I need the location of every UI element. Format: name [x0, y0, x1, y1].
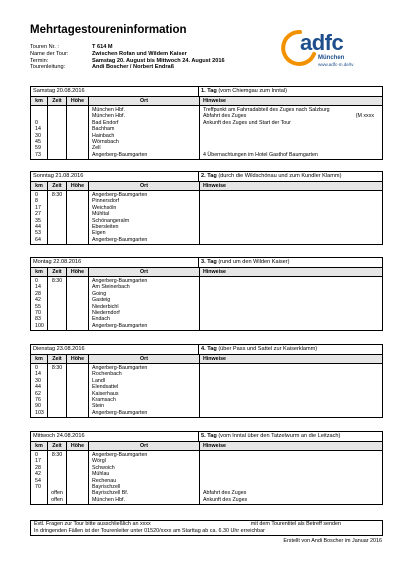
cell-km: 59: [35, 145, 41, 152]
cell-ort: Am Steinerbach: [92, 284, 130, 291]
day-date: Dienstag 23.08.2016: [31, 345, 199, 354]
day-title: [199, 432, 340, 441]
day-route: (vom Inntal über den Tatzelwurm an die Leitzach): [218, 433, 341, 439]
cell-km: 14: [35, 371, 41, 378]
col-ort: Ort: [89, 268, 200, 276]
cell-ort: Eigen: [92, 230, 106, 237]
cell-km: 44: [35, 223, 41, 230]
meta-label: Tourenleitung:: [30, 64, 66, 71]
col-hoehe: Höhe: [67, 355, 89, 363]
logo-city: München: [318, 55, 345, 61]
col-km: km: [31, 442, 48, 450]
cell-ort: Kaiserhaus: [92, 390, 119, 397]
cell-ort: München Hbf.: [92, 496, 125, 503]
col-zeit: Zeit: [48, 182, 67, 190]
cell-km: 70: [35, 483, 41, 490]
cell-ort: Mühltal: [92, 211, 110, 218]
day-title: [199, 87, 287, 96]
cell-km: 30: [35, 377, 41, 384]
adfc-logo: [278, 28, 374, 76]
meta-value: Zwischen Rofan und Wildem Kaiser: [92, 50, 187, 57]
cell-hinweis-text: Ankunft des Zuges: [203, 496, 248, 503]
day-header: [31, 432, 382, 442]
cell-km: 42: [35, 471, 41, 478]
cell-ort: Gasteig: [92, 297, 111, 304]
cell-km: 0: [35, 192, 38, 198]
cell-zeit: [48, 237, 66, 243]
meta-label: Touren Nr. :: [30, 44, 59, 50]
day-rows: [31, 277, 382, 330]
cell-ort: Wörnsbach: [92, 138, 119, 145]
cell-hoehe: [67, 152, 88, 158]
cell-km: 73: [35, 151, 41, 158]
col-hinweise: Hinweise: [203, 443, 226, 449]
meta-row: [30, 44, 225, 51]
col-hoehe: Höhe: [67, 442, 89, 450]
cell-hoehe: [67, 410, 88, 416]
cell-zeit: [48, 152, 66, 158]
meta-row: [30, 51, 225, 58]
column-header: [31, 182, 382, 191]
cell-km: 30: [35, 132, 41, 139]
column-header: [31, 355, 382, 364]
cell-hinweis: [203, 497, 382, 503]
cell-ort: Rechenau: [92, 477, 117, 484]
col-hinweise: Hinweise: [203, 269, 226, 275]
cell-zeit: offen: [51, 496, 63, 503]
cell-hinweis-text: Abfahrt des Zuges: [203, 490, 247, 497]
cell-km: 100: [35, 322, 44, 329]
logo-web: www.adfc-m.de/tv: [318, 62, 354, 67]
cell-ort: Going: [92, 290, 107, 297]
cell-km: 53: [35, 230, 41, 237]
cell-ort: Bachham: [92, 126, 115, 133]
meta-value: T 614 M: [92, 44, 113, 50]
footer-line1b: mit dem Tourentitel als Betreff senden: [250, 521, 342, 527]
day-rows: [31, 451, 382, 504]
col-km: km: [31, 268, 48, 276]
cell-ort: Angerberg-Baumgarten: [92, 365, 148, 371]
cell-ort: München Hbf.: [92, 113, 125, 120]
footer-line1a: Evtl. Fragen zur Tour bitte ausschließlich an xxxx: [34, 521, 151, 527]
cell-ort: Niederbichl: [92, 303, 119, 310]
cell-km: 14: [35, 126, 41, 133]
footer-line2: In dringenden Fällen ist der Tourenleiter unter 01520/xxxx am Starttag ab ca. 6.30 Uhr erreichbar: [34, 528, 265, 534]
cell-km: 17: [35, 458, 41, 465]
col-ort: Ort: [89, 442, 200, 450]
cell-ort: Kramsach: [92, 396, 116, 403]
meta-row: [30, 58, 225, 65]
col-hinweise: Hinweise: [203, 356, 226, 362]
cell-km: 44: [35, 384, 41, 391]
cell-ort: Hainbach: [92, 132, 115, 139]
day-section: [30, 86, 383, 160]
cell-ort: Angerberg-Baumgarten: [92, 452, 148, 458]
cell-ort: München Hbf.: [92, 107, 125, 113]
col-ort: Ort: [89, 97, 200, 105]
col-ort: Ort: [89, 182, 200, 190]
cell-zeit: offen: [51, 490, 63, 497]
col-hoehe: Höhe: [67, 268, 89, 276]
cell-km: 64: [35, 236, 41, 243]
day-rows: [31, 364, 382, 417]
cell-km: 90: [35, 403, 41, 410]
meta-label: Name der Tour:: [30, 50, 69, 57]
cell-hoehe: [67, 323, 88, 329]
day-date: Mittwoch 24.08.2016: [31, 432, 199, 441]
day-route: (vom Chiemgau zum Inntal): [218, 88, 288, 94]
cell-km: 103: [35, 409, 44, 416]
meta-row: [30, 64, 225, 71]
cell-km: 28: [35, 464, 41, 471]
cell-km: 27: [35, 211, 41, 218]
cell-km: 28: [35, 290, 41, 297]
cell-zeit: [48, 410, 66, 416]
cell-ort: Bayrischzell: [92, 483, 121, 490]
cell-km: 83: [35, 316, 41, 323]
cell-km: 45: [35, 138, 41, 145]
cell-ort: Angerberg-Baumgarten: [92, 278, 148, 284]
day-section: [30, 431, 383, 505]
col-zeit: Zeit: [48, 97, 67, 105]
cell-zeit: 8:30: [51, 452, 63, 458]
cell-ort: Bayrischzell Bf.: [92, 490, 129, 497]
day-title: [199, 258, 290, 267]
cell-ort: Niederndorf: [92, 309, 120, 316]
cell-ort: Angerberg-Baumgarten: [92, 322, 148, 329]
day-section: [30, 344, 383, 418]
day-date: Samstag 20.08.2016: [31, 87, 199, 96]
cell-ort: Angerberg-Baumgarten: [92, 192, 148, 198]
cell-zeit: 8:30: [51, 278, 63, 284]
day-number: 5. Tag: [201, 433, 217, 439]
cell-ort: Pinnersdorf: [92, 198, 120, 205]
day-section: [30, 171, 383, 245]
day-route: (über Pass und Sattel zur Kaiserklamm): [218, 346, 318, 352]
meta-value: Samstag 20. August bis Mittwoch 24. August 2016: [92, 57, 225, 64]
cell-hoehe: [67, 237, 88, 243]
col-km: km: [31, 182, 48, 190]
cell-hinweis: [203, 323, 382, 329]
day-header: [31, 258, 382, 268]
cell-zeit: 8:30: [51, 192, 63, 198]
col-hinweise: Hinweise: [203, 98, 226, 104]
cell-km: 42: [35, 297, 41, 304]
cell-km: 0: [35, 278, 38, 284]
day-rows: [31, 191, 382, 244]
cell-km: 62: [35, 390, 41, 397]
col-km: km: [31, 97, 48, 105]
day-rows: [31, 106, 382, 159]
logo-brand: adfc: [300, 30, 344, 55]
cell-km: 35: [35, 217, 41, 224]
cell-ort: Zell: [92, 145, 101, 152]
cell-hinweis: [203, 152, 382, 158]
cell-km: [31, 497, 47, 503]
day-number: 3. Tag: [201, 259, 217, 265]
col-hinweise: Hinweise: [203, 183, 226, 189]
col-zeit: Zeit: [48, 442, 67, 450]
cell-km: 70: [35, 309, 41, 316]
cell-hinweis-text: Ankunft des Zuges und Start der Tour: [203, 119, 291, 126]
column-header: [31, 97, 382, 106]
day-route: (rund um den Wilden Kaiser): [218, 259, 290, 265]
day-header: [31, 172, 382, 182]
document-title: Mehrtagestoureninformation: [30, 24, 187, 36]
col-hoehe: Höhe: [67, 97, 89, 105]
cell-ort: Bad Endorf: [92, 119, 119, 126]
col-zeit: Zeit: [48, 268, 67, 276]
cell-hinweis-text: Abfahrt des Zuges: [203, 113, 247, 120]
cell-hinweis: [203, 410, 382, 416]
day-header: [31, 87, 382, 97]
cell-km: 76: [35, 396, 41, 403]
cell-ort: Weichsöln: [92, 204, 117, 211]
tour-meta: [30, 44, 225, 71]
contact-footer: [30, 520, 383, 536]
cell-km: 14: [35, 284, 41, 291]
col-zeit: Zeit: [48, 355, 67, 363]
cell-hinweis-extra: (M xxxx: [355, 113, 374, 120]
cell-ort: Ebersleiten: [92, 223, 119, 230]
day-number: 4. Tag: [201, 346, 217, 352]
cell-km: 55: [35, 303, 41, 310]
day-title: [199, 172, 341, 181]
cell-km: 8: [35, 198, 38, 205]
cell-hinweis: [203, 237, 382, 243]
day-section: [30, 257, 383, 331]
cell-ort: Landl: [92, 377, 105, 384]
day-number: 1. Tag: [201, 88, 217, 94]
day-route: (durch die Wildschönau und zum Kundler Klamm): [218, 173, 342, 179]
day-date: Montag 22.08.2016: [31, 258, 199, 267]
col-hoehe: Höhe: [67, 182, 89, 190]
column-header: [31, 268, 382, 277]
cell-ort: Endach: [92, 316, 110, 323]
col-km: km: [31, 355, 48, 363]
cell-ort: Mühlau: [92, 471, 110, 478]
cell-ort: Stein: [92, 403, 105, 410]
credit-line: Erstellt von Andi Boscher im Januar 2016: [283, 538, 382, 544]
day-number: 2. Tag: [201, 173, 217, 179]
col-ort: Ort: [89, 355, 200, 363]
cell-zeit: [48, 323, 66, 329]
cell-km: 54: [35, 477, 41, 484]
cell-hoehe: [67, 497, 88, 503]
day-date: Sonntag 21.08.2016: [31, 172, 199, 181]
cell-ort: Schönangeralm: [92, 217, 130, 224]
cell-ort: Angerberg-Baumgarten: [92, 151, 148, 158]
day-header: [31, 345, 382, 355]
cell-km: 17: [35, 204, 41, 211]
cell-ort: Angerberg-Baumgarten: [92, 409, 148, 416]
cell-ort: Elendsattel: [92, 384, 119, 391]
column-header: [31, 442, 382, 451]
day-title: [199, 345, 317, 354]
cell-km: 0: [35, 452, 38, 458]
cell-hinweis-text: 4 Übernachtungen im Hotel Gasthof Baumgarten: [203, 151, 318, 158]
cell-hinweis-text: Treffpunkt am Fahrradabteil des Zuges nach Salzburg: [203, 107, 330, 113]
cell-zeit: 8:30: [51, 365, 63, 371]
cell-km: 0: [35, 119, 38, 126]
cell-ort: Wörgl: [92, 458, 106, 465]
cell-ort: Schwoich: [92, 464, 115, 471]
cell-ort: Angerberg-Baumgarten: [92, 236, 148, 243]
meta-value: Andi Boscher / Norbert Endraß: [92, 64, 175, 71]
cell-ort: Rochenbach: [92, 371, 122, 378]
cell-km: 0: [35, 365, 38, 371]
meta-label: Termin:: [30, 57, 49, 64]
